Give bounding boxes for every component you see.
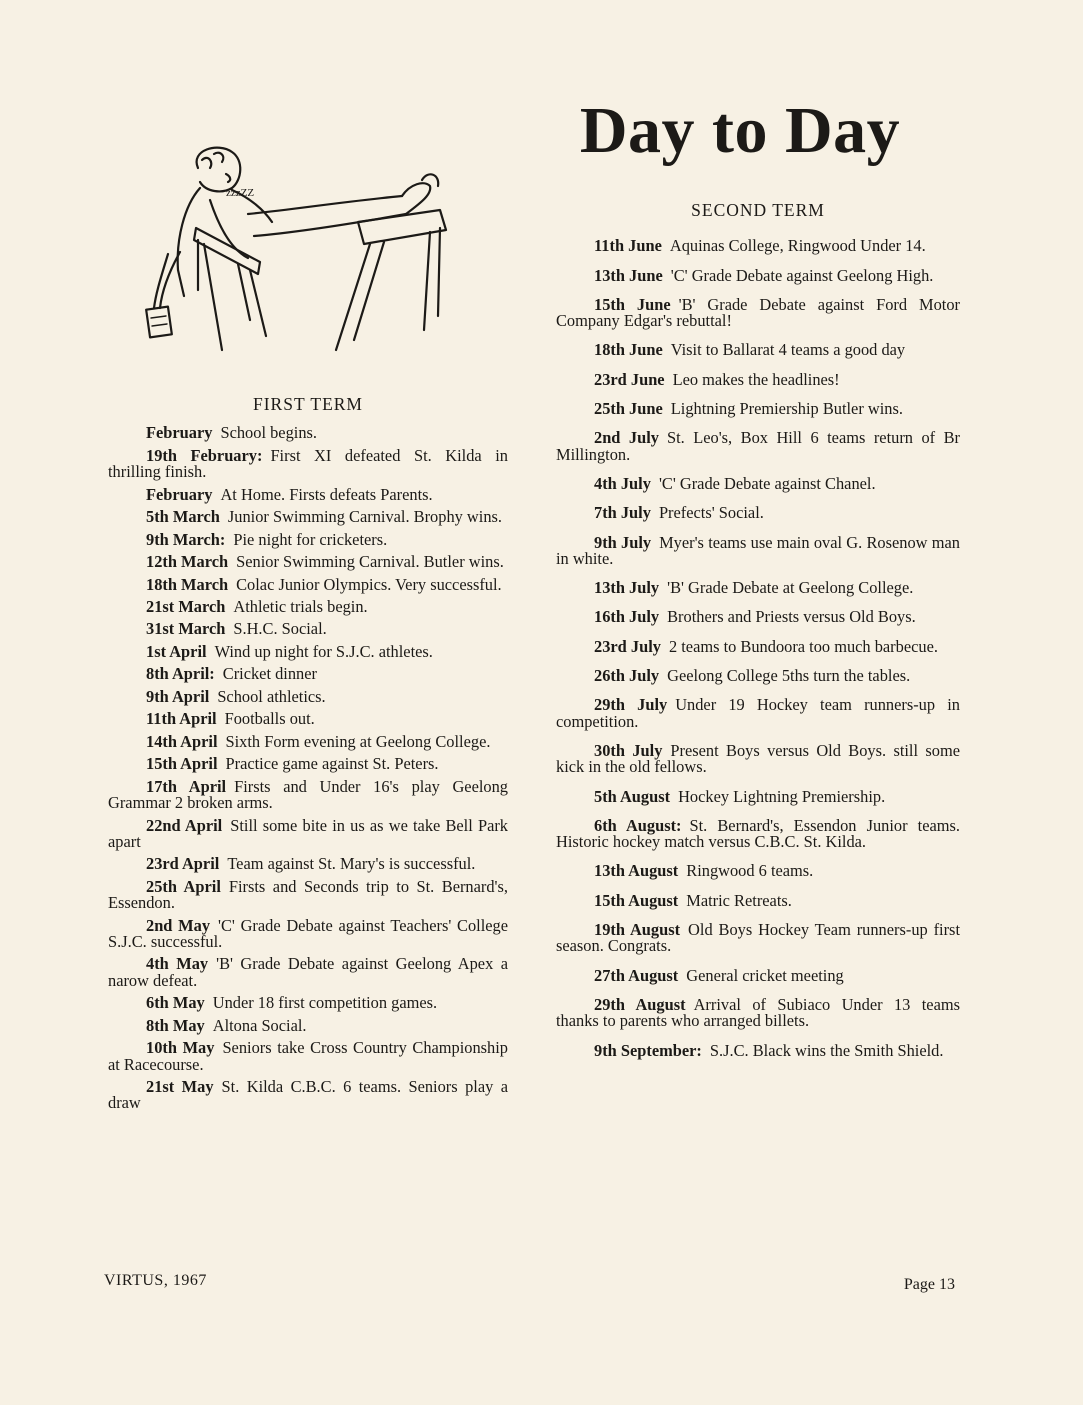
entry-date: 19th February: xyxy=(146,445,263,465)
diary-entry xyxy=(556,890,960,910)
diary-entry xyxy=(556,697,960,730)
second-term-heading: SECOND TERM xyxy=(691,200,825,220)
entry-text: Wind up night for S.J.C. athletes. xyxy=(214,641,433,661)
diary-entry xyxy=(108,666,508,682)
entry-text: Arrival of Subiaco Under 13 teams thanks to parents who arranged billets. xyxy=(556,994,960,1031)
diary-entry xyxy=(556,505,960,521)
entry-text: 2 teams to Bundoora too much barbecue. xyxy=(668,636,938,656)
entry-text: Visit to Ballarat 4 teams a good day xyxy=(670,340,906,360)
entry-text: Myer's teams use main oval G. Rosenow man in white. xyxy=(556,532,960,568)
diary-entry xyxy=(108,425,508,441)
first-term-list xyxy=(108,425,508,1111)
entry-text: Practice game against St. Peters. xyxy=(225,754,439,774)
entry-text: Old Boys Hockey Team runners-up first season. Congrats. xyxy=(556,920,960,956)
first-term-column xyxy=(108,396,508,1118)
diary-entry xyxy=(108,756,508,772)
entry-date: 22nd April xyxy=(146,815,223,835)
entry-text: S.J.C. Black wins the Smith Shield. xyxy=(709,1040,944,1060)
diary-entry xyxy=(556,668,960,684)
diary-entry xyxy=(108,574,508,594)
diary-entry xyxy=(556,1040,960,1060)
diary-entry xyxy=(556,863,960,879)
diary-entry xyxy=(556,740,960,777)
diary-entry xyxy=(108,529,508,549)
entry-text: St. Kilda C.B.C. 6 teams. Seniors play a draw xyxy=(108,1077,509,1113)
entry-date: 17th April xyxy=(146,776,227,796)
entry-date: 11th April xyxy=(146,709,217,729)
entry-text: Junior Swimming Carnival. Brophy wins. xyxy=(227,507,502,527)
entry-text: At Home. Firsts defeats Parents. xyxy=(220,484,433,504)
entry-date: 21st May xyxy=(146,1077,214,1096)
entry-text: 'B' Grade Debate at Geelong College. xyxy=(667,578,914,598)
entry-date: 30th July xyxy=(594,740,663,760)
entry-text: School athletics. xyxy=(217,686,326,706)
diary-entry xyxy=(108,621,508,637)
entry-text: Colac Junior Olympics. Very successful. xyxy=(236,574,502,594)
entry-date: 8th April: xyxy=(146,664,215,684)
diary-entry xyxy=(556,532,960,568)
entry-date: 13th June xyxy=(594,265,663,285)
diary-entry xyxy=(108,1015,508,1035)
entry-text: 'B' Grade Debate against Ford Motor Company Edgar's rebuttal! xyxy=(556,294,961,331)
entry-date: February xyxy=(146,423,213,443)
diary-entry xyxy=(108,956,508,989)
diary-entry xyxy=(108,995,508,1011)
entry-date: 4th May xyxy=(146,954,209,974)
entry-date: 18th March xyxy=(146,574,229,594)
entry-date: 9th April xyxy=(146,686,210,706)
entry-date: February xyxy=(146,484,213,504)
snore-text: zzzZZ xyxy=(226,187,255,199)
diary-entry xyxy=(556,430,960,463)
entry-text: S.H.C. Social. xyxy=(233,619,327,639)
diary-entry xyxy=(108,1040,508,1073)
entry-text: St. Bernard's, Essendon Junior teams. Historic hockey match versus C.B.C. St. Kilda. xyxy=(556,815,960,852)
entry-text: Under 18 first competition games. xyxy=(212,993,438,1013)
publication-footer: VIRTUS, 1967 xyxy=(104,1272,207,1289)
entry-text: Prefects' Social. xyxy=(658,503,764,523)
entry-date: 19th August xyxy=(594,920,681,940)
entry-date: 9th September: xyxy=(594,1040,702,1060)
entry-text: Firsts and Seconds trip to St. Bernard's, Essendon. xyxy=(108,876,508,913)
entry-text: 'C' Grade Debate against Teachers' College S.J.C. successful. xyxy=(108,915,508,951)
entry-text: Altona Social. xyxy=(212,1015,307,1035)
entry-date: 4th July xyxy=(594,473,651,493)
entry-text: St. Leo's, Box Hill 6 teams return of Br Millington. xyxy=(556,428,960,464)
diary-entry xyxy=(556,965,960,985)
entry-date: 14th April xyxy=(146,731,218,751)
entry-date: 6th May xyxy=(146,993,205,1013)
entry-text: Hockey Lightning Premiership. xyxy=(678,786,886,806)
diary-entry xyxy=(556,636,960,656)
diary-entry xyxy=(556,265,960,285)
entry-text: Athletic trials begin. xyxy=(233,596,368,616)
diary-entry xyxy=(556,342,960,358)
diary-entry xyxy=(556,473,960,493)
diary-entry xyxy=(556,369,960,389)
entry-date: 15th June xyxy=(594,294,671,314)
diary-entry xyxy=(556,294,961,331)
entry-text: Brothers and Priests versus Old Boys. xyxy=(667,607,916,627)
entry-date: 29th July xyxy=(594,695,668,715)
diary-entry xyxy=(108,686,508,706)
diary-entry xyxy=(108,445,508,482)
diary-entry xyxy=(108,484,508,504)
entry-date: 5th August xyxy=(594,786,671,806)
diary-entry xyxy=(108,856,508,872)
entry-date: 2nd July xyxy=(594,428,659,448)
sleeping-student-illustration xyxy=(140,140,460,365)
entry-date: 1st April xyxy=(146,641,207,661)
entry-text: Still some bite in us as we take Bell Park apart xyxy=(108,815,508,851)
entry-date: 23rd June xyxy=(594,369,665,389)
diary-entry xyxy=(108,509,508,525)
entry-text: Team against St. Mary's is successful. xyxy=(227,854,476,874)
entry-text: Aquinas College, Ringwood Under 14. xyxy=(669,236,926,256)
entry-text: General cricket meeting xyxy=(686,965,844,985)
entry-text: Cricket dinner xyxy=(222,664,317,684)
diary-entry xyxy=(108,815,508,851)
entry-text: Under 19 Hockey team runners-up in competition. xyxy=(556,695,960,731)
entry-text: Present Boys versus Old Boys. still some kick in the old fellows. xyxy=(556,740,960,777)
diary-entry xyxy=(108,915,508,951)
entry-date: 25th June xyxy=(594,399,663,419)
entry-text: Lightning Premiership Butler wins. xyxy=(670,399,903,419)
diary-entry xyxy=(108,1079,508,1112)
entry-date: 13th August xyxy=(594,861,679,881)
second-term-column xyxy=(556,202,960,1072)
entry-text: Matric Retreats. xyxy=(686,890,792,910)
entry-date: 8th May xyxy=(146,1015,205,1035)
second-term-list xyxy=(556,238,960,1059)
entry-date: 15th August xyxy=(594,890,679,910)
entry-text: 'B' Grade Debate against Geelong Apex a narow defeat. xyxy=(108,954,509,990)
entry-date: 25th April xyxy=(146,876,221,896)
entry-date: 12th March xyxy=(146,552,229,572)
entry-date: 9th July xyxy=(594,532,652,552)
diary-entry xyxy=(556,401,960,417)
entry-date: 23rd April xyxy=(146,854,220,874)
entry-date: 10th May xyxy=(146,1038,215,1058)
entry-date: 15th April xyxy=(146,754,218,774)
entry-date: 18th June xyxy=(594,340,663,360)
entry-text: Geelong College 5ths turn the tables. xyxy=(667,666,911,686)
entry-date: 13th July xyxy=(594,578,660,598)
diary-entry xyxy=(108,641,508,661)
entry-date: 2nd May xyxy=(146,915,211,935)
diary-entry xyxy=(556,238,960,254)
entry-date: 27th August xyxy=(594,965,679,985)
entry-text: School begins. xyxy=(220,423,317,443)
diary-entry xyxy=(108,776,508,813)
entry-text: Leo makes the headlines! xyxy=(672,369,840,389)
entry-date: 21st March xyxy=(146,596,226,616)
entry-date: 16th July xyxy=(594,607,660,627)
page-title: Day to Day xyxy=(579,94,901,167)
diary-entry xyxy=(108,711,508,727)
entry-date: 29th August xyxy=(594,994,686,1014)
entry-text: Seniors take Cross Country Championship at Racecourse. xyxy=(108,1038,508,1074)
entry-date: 6th August: xyxy=(594,815,682,835)
entry-date: 23rd July xyxy=(594,636,661,656)
entry-text: Firsts and Under 16's play Geelong Grammar 2 broken arms. xyxy=(108,776,508,813)
entry-date: 7th July xyxy=(594,503,651,523)
entry-text: 'C' Grade Debate against Chanel. xyxy=(658,473,876,493)
diary-entry xyxy=(556,786,960,806)
entry-text: Senior Swimming Carnival. Butler wins. xyxy=(236,552,504,572)
entry-text: 'C' Grade Debate against Geelong High. xyxy=(670,265,934,285)
diary-entry xyxy=(556,815,960,852)
entry-text: Pie night for cricketers. xyxy=(233,529,388,549)
entry-date: 5th March xyxy=(146,507,220,527)
diary-entry xyxy=(556,922,960,955)
entry-date: 31st March xyxy=(146,619,226,639)
diary-entry xyxy=(108,731,508,751)
entry-text: Sixth Form evening at Geelong College. xyxy=(225,731,491,751)
diary-entry xyxy=(108,554,508,570)
diary-entry xyxy=(108,876,508,913)
entry-date: 26th July xyxy=(594,666,660,686)
entry-text: First XI defeated St. Kilda in thrilling finish. xyxy=(108,445,508,482)
page-number: Page 13 xyxy=(903,1276,955,1293)
first-term-heading: FIRST TERM xyxy=(252,394,363,414)
entry-text: Ringwood 6 teams. xyxy=(686,861,814,881)
entry-date: 9th March: xyxy=(146,529,226,549)
diary-entry xyxy=(556,994,960,1031)
entry-text: Footballs out. xyxy=(224,709,315,729)
diary-entry xyxy=(556,609,960,625)
entry-date: 11th June xyxy=(594,236,662,256)
diary-entry xyxy=(556,580,960,596)
diary-entry xyxy=(108,596,508,616)
